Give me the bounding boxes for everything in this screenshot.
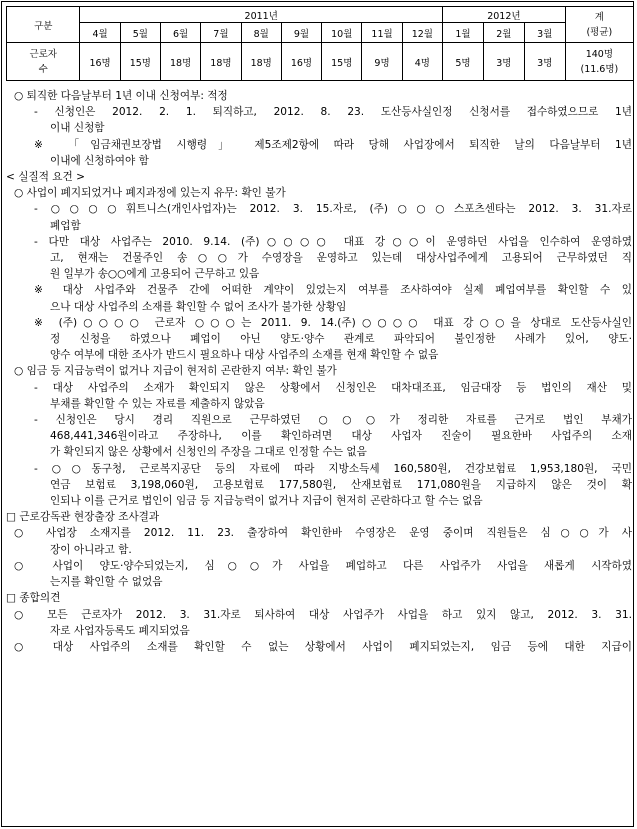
month-header: 5월	[120, 23, 160, 43]
section-heading: □ 종합의견	[6, 592, 61, 605]
dash-item-cont: 부채를 확인할 수 있는 자료를 제출하지 않았음	[50, 397, 265, 410]
table-cell: 18명	[161, 43, 201, 81]
month-header: 9월	[281, 23, 321, 43]
dash-item-cont: 468,441,346원이라고 주장하나, 이를 확인하려면 대상 사업자 진술이 필요한바 사업주의 소재	[50, 430, 632, 443]
section-heading: □ 근로감독관 현장출장 조사결과	[6, 511, 160, 524]
table-row-workers	[7, 43, 634, 81]
circle-item: ○ 모든 근로자가 2012. 3. 31.자로 퇴사하여 대상 사업주가 사업을 하고 있지 않고, 2012. 3. 31.	[14, 608, 632, 621]
month-header: 3월	[524, 23, 565, 43]
dash-item: - 신청인은 2012. 2. 1. 퇴직하고, 2012. 8. 23. 도산등사실인정 신청서를 접수하였으므로 1년	[34, 106, 632, 119]
month-header: 11월	[362, 23, 402, 43]
dash-item-cont: 폐업함	[50, 219, 81, 232]
table-cell: 15명	[120, 43, 160, 81]
circle-item: ○ 사업이 양도·양수되었는지, 심○○가 사업을 폐업하고 다른 사업주가 사업을 새롭게 시작하였	[14, 559, 632, 572]
table-cell: 9명	[362, 43, 402, 81]
dash-item-cont: 원 일부가 송○○에게 고용되어 근무하고 있음	[50, 268, 260, 281]
total-cell: 140명 (11.6명)	[565, 43, 633, 81]
table-cell: 15명	[322, 43, 362, 81]
dash-item: - 다만 대상 사업주는 2010. 9.14. (주)○○○○ 대표 강○○이 운영하던 사업을 인수하여 운영하였	[34, 235, 632, 248]
row-label: 근로자 수	[7, 43, 80, 81]
dash-item-cont: 고, 현재는 건물주인 송○○가 수영장을 운영하고 있는데 대상사업주에게 고용되어 근무하였던 직	[50, 252, 632, 265]
dash-item: - 대상 사업주의 소재가 확인되지 않은 상황에서 신청인은 대차대조표, 임금대장 등 법인의 재산 및	[34, 381, 632, 394]
month-header: 7월	[201, 23, 241, 43]
month-header: 4월	[80, 23, 120, 43]
note-item-cont: 정 신청을 하였으나 폐업이 아닌 양도·양수 관계로 파악되어 불인정한 사례가 있어, 양도·	[50, 333, 632, 346]
table-cell: 5명	[443, 43, 484, 81]
dash-item-cont: 이내 신청함	[50, 122, 105, 135]
month-header: 1월	[443, 23, 484, 43]
table-cell: 3명	[524, 43, 565, 81]
note-item-cont: 양수 여부에 대한 조사가 반드시 필요하나 대상 사업주의 소재를 현재 확인할 수 없음	[50, 349, 439, 362]
dash-item: - ○○○○휘트니스(개인사업자)는 2012. 3. 15.자로, (주)○○○스포츠센타는 2012. 3. 31.자로	[34, 203, 632, 216]
month-header: 2월	[483, 23, 524, 43]
document-body	[6, 88, 632, 655]
note-item: ※ 「임금채권보장법 시행령」 제5조제2항에 따라 당해 사업장에서 퇴직한 날의 다음날부터 1년	[34, 138, 632, 151]
circle-item-cont: 는지를 확인할 수 없었음	[50, 576, 163, 589]
dash-item-cont: 가 확인되지 않은 상황에서 신청인의 주장을 그대로 인정할 수는 없음	[50, 446, 367, 459]
table-cell: 18명	[241, 43, 281, 81]
table-header-row-months	[7, 23, 634, 43]
year-2011-header: 2011년	[80, 7, 443, 23]
month-header: 8월	[241, 23, 281, 43]
month-header: 6월	[161, 23, 201, 43]
circle-item: ○ 대상 사업주의 소재를 확인할 수 없는 상황에서 사업이 폐지되었는지, 임금 등에 대한 지급이	[14, 640, 632, 653]
circle-item: ○ 퇴직한 다음날부터 1년 이내 신청여부: 적정	[14, 90, 228, 102]
month-header: 12월	[402, 23, 442, 43]
circle-item: ○ 사업이 폐지되었거나 폐지과정에 있는지 유무: 확인 불가	[14, 187, 286, 200]
note-item-cont: 이내에 신청하여야 함	[50, 154, 149, 167]
dash-item-cont: 인되나 이를 근거로 법인이 임금 등 지급능력이 없거나 지급이 현저히 곤란하다고 할 수는 없음	[50, 495, 483, 508]
total-header: 계 (평균)	[565, 7, 633, 43]
worker-count-table	[6, 6, 634, 81]
note-item: ※ (주)○○○○ 근로자 ○○○는 2011. 9. 14.(주)○○○○ 대표 강○○을 상대로 도산등사실인	[34, 316, 632, 329]
year-2012-header: 2012년	[443, 7, 566, 23]
section-subheading: < 실질적 요건 >	[6, 171, 86, 184]
table-cell: 16명	[80, 43, 120, 81]
table-cell: 4명	[402, 43, 442, 81]
dash-item-cont: 연금 보험료 3,198,060원, 고용보험료 177,580원, 산재보험료 171,080원을 지급하지 않은 것이 확	[50, 478, 632, 491]
table-cell: 3명	[483, 43, 524, 81]
table-cell: 16명	[281, 43, 321, 81]
month-header: 10월	[322, 23, 362, 43]
note-item-cont: 으나 대상 사업주의 소재를 확인할 수 없어 조사가 불가한 상황임	[50, 300, 347, 313]
note-item: ※ 대상 사업주와 건물주 간에 어떠한 계약이 있었는지 여부를 조사하여야 실제 폐업여부를 확인할 수 있	[34, 284, 632, 297]
circle-item-cont: 자로 사업자등록도 폐지되었음	[50, 624, 190, 637]
table-cell: 18명	[201, 43, 241, 81]
table-header-row-years	[7, 7, 634, 23]
document-frame	[1, 1, 634, 827]
label-header: 구분	[7, 7, 80, 43]
circle-item-cont: 장이 아니라고 함.	[50, 543, 132, 556]
dash-item: - 신청인은 당시 경리 직원으로 근무하였던 ○○○가 정리한 자료를 근거로 법인 부채가	[34, 414, 632, 427]
circle-item: ○ 사업장 소재지를 2012. 11. 23. 출장하여 확인한바 수영장은 운영 중이며 직원들은 심○○가 사	[14, 527, 632, 540]
dash-item: - ○○동구청, 근로복지공단 등의 자료에 따라 지방소득세 160,580원, 건강보험료 1,953,180원, 국민	[34, 462, 632, 475]
circle-item: ○ 임금 등 지급능력이 없거나 지급이 현저히 곤란한지 여부: 확인 불가	[14, 365, 337, 378]
